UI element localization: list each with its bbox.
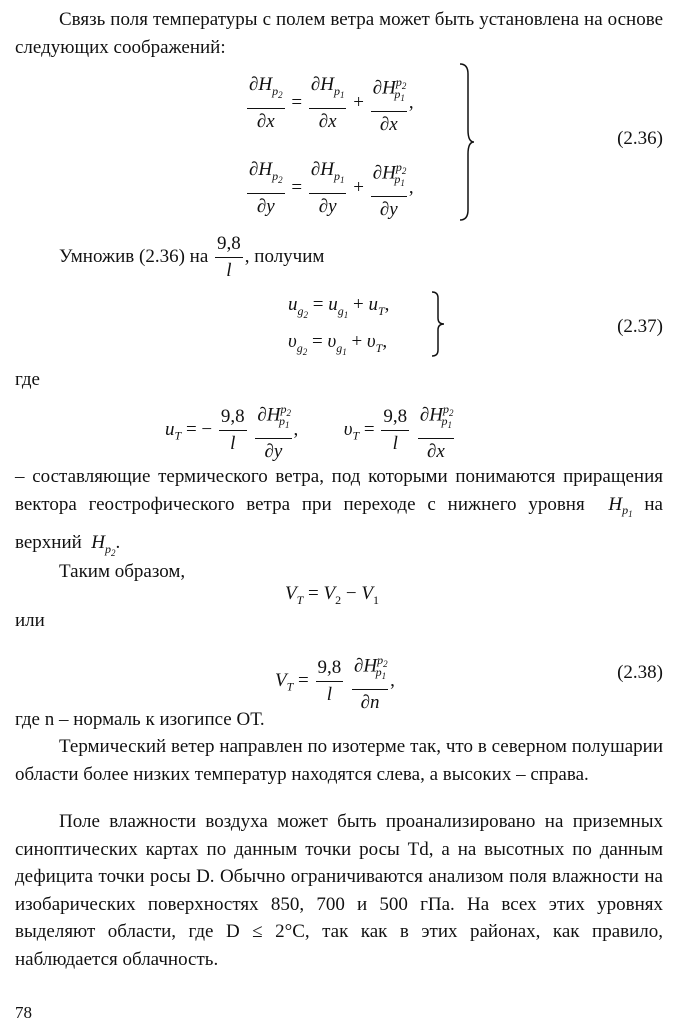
equation-number-237: (2.37) <box>617 316 663 337</box>
brace-237 <box>430 290 446 358</box>
coef-num: 9,8 <box>215 232 243 258</box>
multiply-text: Умножив (2.36) на <box>59 245 209 267</box>
brace-236 <box>458 62 476 222</box>
thermal-wind-text: – составляющие термического ветра, под которыми понимаются приращения вектора геострофического ветра при переходе с нижнего уровня <box>15 466 663 515</box>
equation-237-row2: $\upsilon_{g_2} = \upsilon_{g_1} + \upsilon_T$, <box>288 331 388 357</box>
equation-number-238: (2.38) <box>617 662 663 683</box>
thermal-wind-components: $u_T$ = − $\frac{9,8}{l}$ $\frac{\partial H^{p_2}_{p_1}}{\partial y}$ , $\upsilon_T$ = $\frac{9,8}{l}$ $\frac{\partial H^{p_2}_{p_1}}{\partial x}$ <box>165 397 456 464</box>
equation-number-236: (2.36) <box>617 128 663 149</box>
or-label: или <box>15 610 45 631</box>
paragraph-thermal-wind: – составляющие термического ветра, под которыми понимаются приращения вектора геострофического ветра при переходе с нижнего уровня $H_{p_1}$ на верхний $H_{p_2}$. <box>15 466 663 558</box>
thermal-wind-mid: на верхний <box>15 493 663 553</box>
equation-236-row2: $\frac{\partial H_{p_2}}{\partial y}$ = $\frac{\partial H_{p_1}}{\partial y}$ + $\frac{\partial H^{p_2}_{p_1}}{\partial y}$ , <box>245 155 414 222</box>
equation-236-row1: $\frac{\partial H_{p_2}}{\partial x}$ = $\frac{\partial H_{p_1}}{\partial x}$ + $\frac{\partial H^{p_2}_{p_1}}{\partial x}$ , <box>245 70 414 137</box>
paragraph-normal: где n – нормаль к изогипсе ОТ. <box>15 709 265 730</box>
multiply-text-after: , получим <box>244 245 325 267</box>
paragraph-thermal-direction: Термический ветер направлен по изотерме так, что в северном полушарии области более низких температур находятся слева, а высоких – справа. <box>15 736 663 785</box>
where-label-1: где <box>15 369 40 390</box>
paragraph-humidity: Поле влажности воздуха может быть проанализировано на приземных синоптических картах по данным точки росы Td, а на высотных по данным дефицита точки росы D. Обычно ограничиваются анализом поля влажности на изобарических поверхностях 850, 700 и 500 гПа. На всех этих уровнях выделяют области, где D ≤ 2°C, так как в этих районах, как правило, наблюдается облачность. <box>15 811 663 970</box>
multiply-line <box>59 232 324 283</box>
coef-den: l <box>226 260 232 281</box>
equation-237-row1: $u_{g_2} = u_{g_1} + u_T$, <box>288 294 390 320</box>
equation-vt-difference: $V_T = V_2 - V_1$ <box>285 583 379 607</box>
page-number: 78 <box>15 1003 32 1022</box>
paragraph-intro: Связь поля температуры с полем ветра может быть установлена на основе следующих соображений: <box>15 9 663 58</box>
thus-text: Таким образом, <box>59 561 186 582</box>
equation-238: $V_T$ = $\frac{9,8}{l}$ $\frac{\partial H^{p_2}_{p_1}}{\partial n}$ , <box>275 648 395 715</box>
